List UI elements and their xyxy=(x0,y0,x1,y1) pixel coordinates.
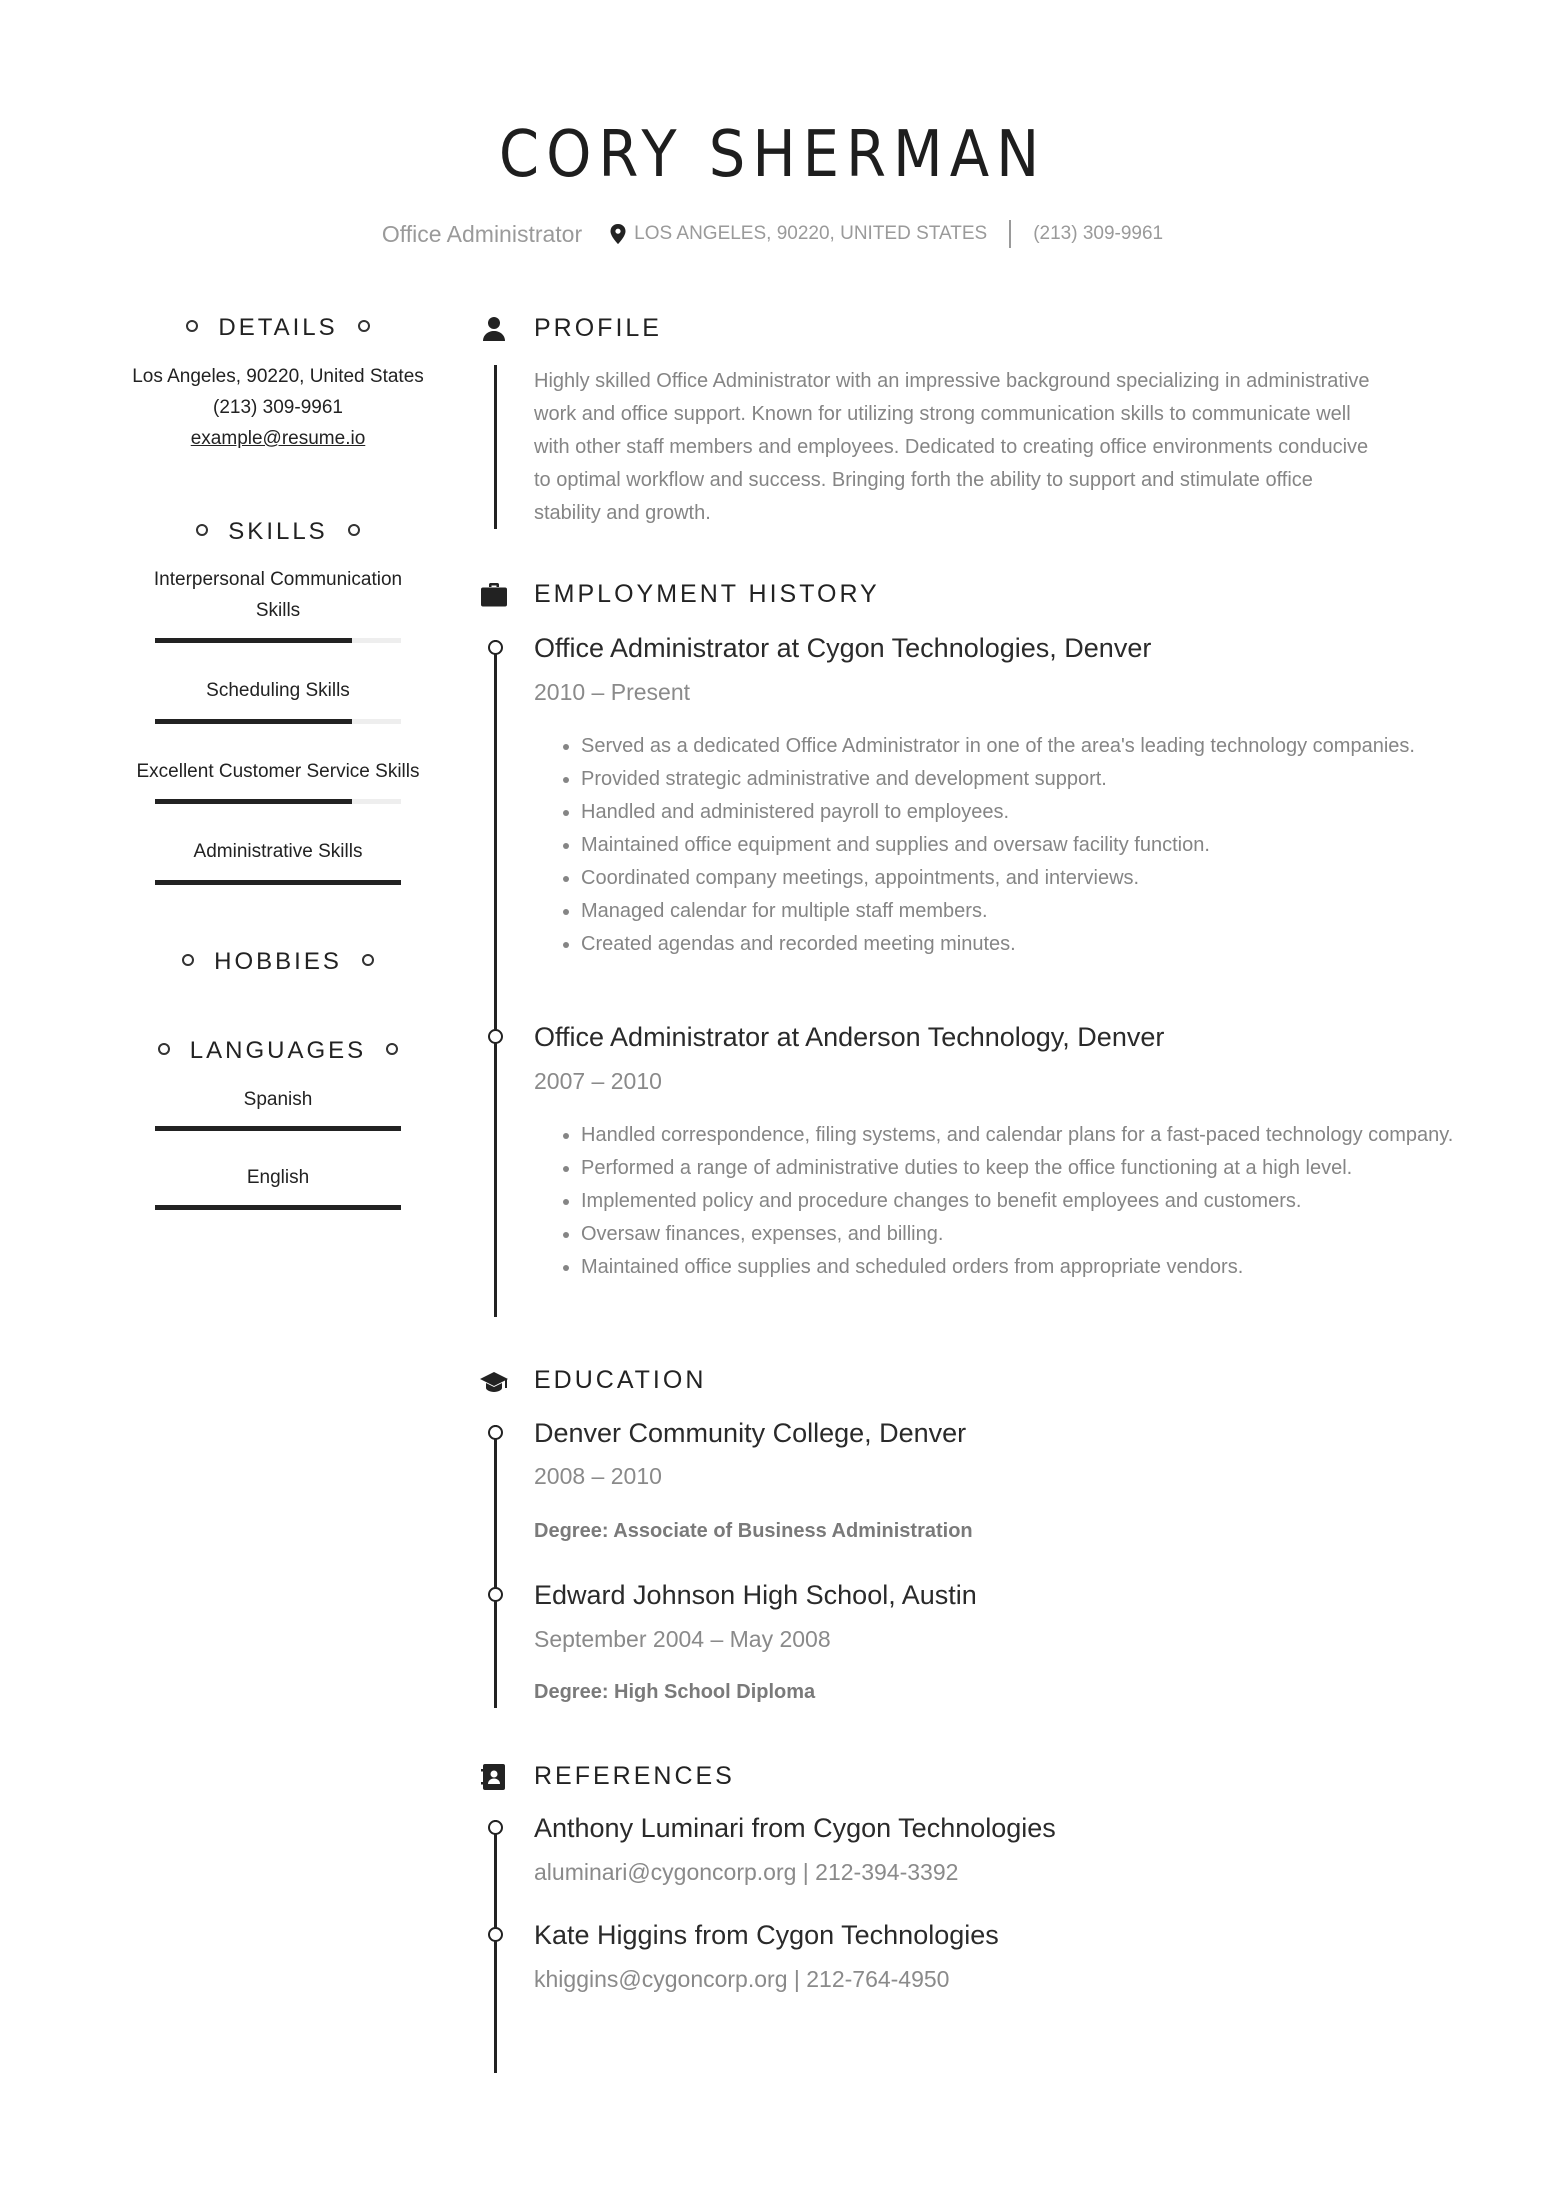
contact-card-icon xyxy=(479,1762,509,1792)
school-dates: 2008 – 2010 xyxy=(534,1463,662,1489)
list-item: • Handled and administered payroll to employees. xyxy=(581,796,1461,829)
list-item: • Oversaw finances, expenses, and billing. xyxy=(581,1218,1461,1251)
school-name: Denver Community College, Denver xyxy=(534,1418,967,1448)
language-bar-fill xyxy=(155,1126,401,1131)
reference-contact: khiggins@cygoncorp.org | 212-764-4950 xyxy=(534,1966,950,1992)
profile-summary: Highly skilled Office Administrator with an impressive background specializing in administrative work and office support. Known for utilizing strong communication skills to communicate well with other staff members and employees. Dedicated to creating office environments conducive to optimal workflow and success. Bringing forth the ability to support and stimulate office stability and growth. xyxy=(534,370,1370,524)
list-item: • Maintained office equipment and supplies and oversaw facility function. xyxy=(581,829,1461,862)
languages-heading: LANGUAGES xyxy=(128,1037,428,1065)
bullet-circle-icon xyxy=(348,524,360,536)
timeline-node xyxy=(488,1587,503,1602)
list-item: • Implemented policy and procedure changes to benefit employees and customers. xyxy=(581,1185,1461,1218)
candidate-name: CORY SHERMAN xyxy=(498,118,1047,192)
location-pin-icon xyxy=(610,224,626,244)
details-phone: (213) 309-9961 xyxy=(213,397,343,418)
list-item: • Created agendas and recorded meeting minutes. xyxy=(581,928,1461,961)
timeline-node xyxy=(488,1927,503,1942)
header-location: LOS ANGELES, 90220, UNITED STATES xyxy=(634,223,988,244)
hobbies-heading: HOBBIES xyxy=(128,948,428,976)
skill-label-cont: Skills xyxy=(255,600,301,621)
list-item: • Handled correspondence, filing systems, and calendar plans for a fast-paced technology company. xyxy=(581,1119,1461,1152)
skill-bar-fill xyxy=(155,799,352,804)
timeline-line xyxy=(494,1820,497,2073)
list-item: • Served as a dedicated Office Administrator in one of the area's leading technology companies. xyxy=(581,730,1461,763)
timeline-line xyxy=(494,1425,497,1708)
timeline-line xyxy=(494,365,497,529)
skill-label: Scheduling Skills xyxy=(206,680,350,701)
language-label: Spanish xyxy=(243,1089,313,1110)
timeline-node xyxy=(488,640,503,655)
bullet-circle-icon xyxy=(362,954,374,966)
school-dates: September 2004 – May 2008 xyxy=(534,1626,831,1652)
skill-bar xyxy=(155,719,401,724)
timeline-line xyxy=(494,640,497,1317)
header-subline xyxy=(0,220,1545,248)
school-name: Edward Johnson High School, Austin xyxy=(534,1580,977,1610)
employment-heading: EMPLOYMENT HISTORY xyxy=(534,580,880,608)
details-address: Los Angeles, 90220, United States xyxy=(132,366,424,387)
skill-bar xyxy=(155,880,401,885)
job-title: Office Administrator at Anderson Technology, Denver xyxy=(534,1022,1165,1052)
details-email xyxy=(128,423,428,454)
briefcase-icon xyxy=(479,580,509,610)
job-dates: 2007 – 2010 xyxy=(534,1068,662,1094)
bullet-circle-icon xyxy=(196,524,208,536)
list-item: • Performed a range of administrative duties to keep the office functioning at a high level. xyxy=(581,1152,1461,1185)
skill-bar xyxy=(155,799,401,804)
list-item: • Maintained office supplies and scheduled orders from appropriate vendors. xyxy=(581,1251,1461,1284)
school-degree: Degree: Associate of Business Administration xyxy=(534,1520,973,1542)
skill-bar-fill xyxy=(155,880,401,885)
language-label: English xyxy=(246,1167,310,1188)
skill-bar xyxy=(155,638,401,643)
language-bar xyxy=(155,1126,401,1131)
bullet-circle-icon xyxy=(186,320,198,332)
header-job-title: Office Administrator xyxy=(381,220,583,247)
list-item: • Managed calendar for multiple staff members. xyxy=(581,895,1461,928)
job-dates: 2010 – Present xyxy=(534,679,691,705)
job-duties xyxy=(534,730,1461,961)
person-icon xyxy=(479,314,509,344)
bullet-circle-icon xyxy=(158,1043,170,1055)
reference-name: Kate Higgins from Cygon Technologies xyxy=(534,1920,999,1950)
bullet-circle-icon xyxy=(182,954,194,966)
bullet-circle-icon xyxy=(358,320,370,332)
header-divider xyxy=(1009,220,1011,248)
reference-name: Anthony Luminari from Cygon Technologies xyxy=(534,1813,1056,1843)
skill-bar-fill xyxy=(155,638,352,643)
profile-heading: PROFILE xyxy=(534,314,662,342)
timeline-node xyxy=(488,1029,503,1044)
email-link[interactable]: example@resume.io xyxy=(190,428,366,449)
skill-label: Interpersonal Communication xyxy=(153,569,403,590)
details-heading: DETAILS xyxy=(128,314,428,342)
reference-contact: aluminari@cygoncorp.org | 212-394-3392 xyxy=(534,1859,959,1885)
list-item: • Coordinated company meetings, appointments, and interviews. xyxy=(581,862,1461,895)
timeline-node xyxy=(488,1820,503,1835)
skill-label: Excellent Customer Service Skills xyxy=(136,761,420,782)
language-bar xyxy=(155,1205,401,1210)
job-duties xyxy=(534,1119,1461,1284)
skill-bar-fill xyxy=(155,719,352,724)
school-degree: Degree: High School Diploma xyxy=(534,1681,816,1703)
header-phone: (213) 309-9961 xyxy=(1033,223,1164,244)
graduation-cap-icon xyxy=(479,1366,509,1396)
language-bar-fill xyxy=(155,1205,401,1210)
list-item: • Provided strategic administrative and development support. xyxy=(581,763,1461,796)
bullet-circle-icon xyxy=(386,1043,398,1055)
references-heading: REFERENCES xyxy=(534,1762,735,1790)
job-title: Office Administrator at Cygon Technologies, Denver xyxy=(534,633,1152,663)
education-heading: EDUCATION xyxy=(534,1366,707,1394)
skill-label: Administrative Skills xyxy=(193,841,363,862)
skills-heading: SKILLS xyxy=(128,518,428,546)
timeline-node xyxy=(488,1425,503,1440)
